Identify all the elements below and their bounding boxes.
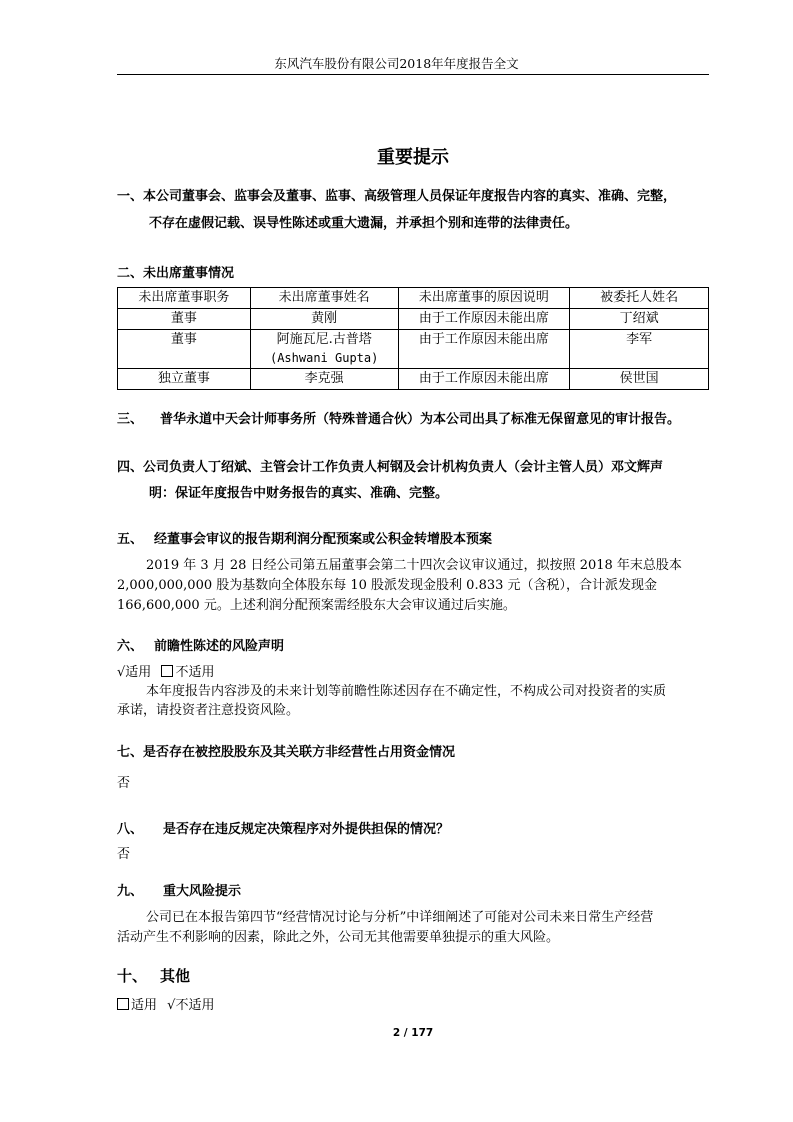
applicable-label: 适用 xyxy=(131,998,158,1013)
table-header-row xyxy=(118,288,709,309)
s9-para-line1: 公司已在本报告第四节“经营情况讨论与分析”中详细阐述了可能对公司未来日常生产经营 xyxy=(146,910,654,925)
s9-heading: 重大风险提示 xyxy=(163,884,242,899)
page-number: 2 / 177 xyxy=(392,1027,434,1039)
s5-para-line3: 166,600,000 元。上述利润分配预案需经股东大会审议通过后实施。 xyxy=(117,598,516,613)
absent-directors-table xyxy=(117,287,709,390)
page-header: 东风汽车股份有限公司2018年年度报告全文 xyxy=(274,56,519,71)
table-cell: 董事 xyxy=(118,330,251,369)
table-header: 未出席董事职务 xyxy=(118,288,251,309)
s6-heading: 前瞻性陈述的风险声明 xyxy=(154,639,285,654)
table-cell xyxy=(250,330,398,369)
s1-line2: 不存在虚假记载、误导性陈述或重大遗漏，并承担个别和连带的法律责任。 xyxy=(149,216,579,231)
not-applicable-label: 不适用 xyxy=(175,665,215,680)
table-cell: 董事 xyxy=(118,309,251,330)
s6-para-line2: 承诺，请投资者注意投资风险。 xyxy=(117,703,300,718)
s4-line2: 明：保证年度报告中财务报告的真实、准确、完整。 xyxy=(149,486,449,501)
table-cell: 由于工作原因未能出席 xyxy=(398,330,570,369)
s5-heading: 经董事会审议的报告期利润分配预案或公积金转增股本预案 xyxy=(154,532,493,547)
applicable-label: 适用 xyxy=(125,665,152,680)
s10-checkbox-row xyxy=(117,994,214,1013)
s6-checkbox-row xyxy=(117,661,214,680)
s10-heading: 其他 xyxy=(160,967,191,985)
table-row xyxy=(118,369,709,390)
s6-number: 六、 xyxy=(117,639,144,654)
s7-answer: 否 xyxy=(117,776,131,791)
table-cell: 黄刚 xyxy=(250,309,398,330)
s8-heading: 是否存在违反规定决策程序对外提供担保的情况？ xyxy=(163,822,450,837)
table-row xyxy=(118,330,709,369)
s8-number: 八、 xyxy=(117,822,144,837)
s9-para-line2: 活动产生不利影响的因素，除此之外，公司无其他需要单独提示的重大风险。 xyxy=(117,930,560,945)
header-divider xyxy=(117,74,709,75)
s5-number: 五、 xyxy=(117,532,144,547)
s2-heading: 二、未出席董事情况 xyxy=(117,266,235,281)
s9-number: 九、 xyxy=(117,884,144,899)
s3-number: 三、 xyxy=(117,412,144,427)
checked-mark-icon: √ xyxy=(167,998,176,1013)
s10-number: 十、 xyxy=(117,967,148,985)
table-cell: 独立董事 xyxy=(118,369,251,390)
unchecked-box-icon xyxy=(117,998,129,1010)
table-header: 未出席董事姓名 xyxy=(250,288,398,309)
table-cell: 由于工作原因未能出席 xyxy=(398,369,570,390)
s6-para-line1: 本年度报告内容涉及的未来计划等前瞻性陈述因存在不确定性，不构成公司对投资者的实质 xyxy=(146,684,667,699)
director-name-cn: 阿施瓦尼.古普塔 xyxy=(276,332,372,347)
s5-para-line1: 2019 年 3 月 28 日经公司第五届董事会第二十四次会议审议通过，拟按照 2018 年末总股本 xyxy=(146,558,682,573)
s3-text: 普华永道中天会计师事务所（特殊普通合伙）为本公司出具了标准无保留意见的审计报告。 xyxy=(160,412,681,427)
table-cell: 侯世国 xyxy=(570,369,709,390)
table-cell: 李克强 xyxy=(250,369,398,390)
unchecked-box-icon xyxy=(161,665,173,677)
not-applicable-label: 不适用 xyxy=(175,998,215,1013)
table-cell: 李军 xyxy=(570,330,709,369)
table-header: 未出席董事的原因说明 xyxy=(398,288,570,309)
director-name-en: (Ashwani Gupta) xyxy=(269,351,379,365)
table-cell: 丁绍斌 xyxy=(570,309,709,330)
s4-line1: 四、公司负责人丁绍斌、主管会计工作负责人柯钢及会计机构负责人（会计主管人员）邓文辉声 xyxy=(117,460,664,475)
s5-para-line2: 2,000,000,000 股为基数向全体股东每 10 股派发现金股利 0.833 元（含税），合计派发现金 xyxy=(117,578,658,593)
checked-mark-icon: √ xyxy=(117,665,126,680)
s7-heading: 七、是否存在被控股股东及其关联方非经营性占用资金情况 xyxy=(117,745,456,760)
table-header: 被委托人姓名 xyxy=(570,288,709,309)
table-cell: 由于工作原因未能出席 xyxy=(398,309,570,330)
s1-line1: 一、本公司董事会、监事会及董事、监事、高级管理人员保证年度报告内容的真实、准确、完整， xyxy=(117,189,677,204)
table-row xyxy=(118,309,709,330)
page-title: 重要提示 xyxy=(377,147,449,168)
s8-answer: 否 xyxy=(117,847,131,862)
